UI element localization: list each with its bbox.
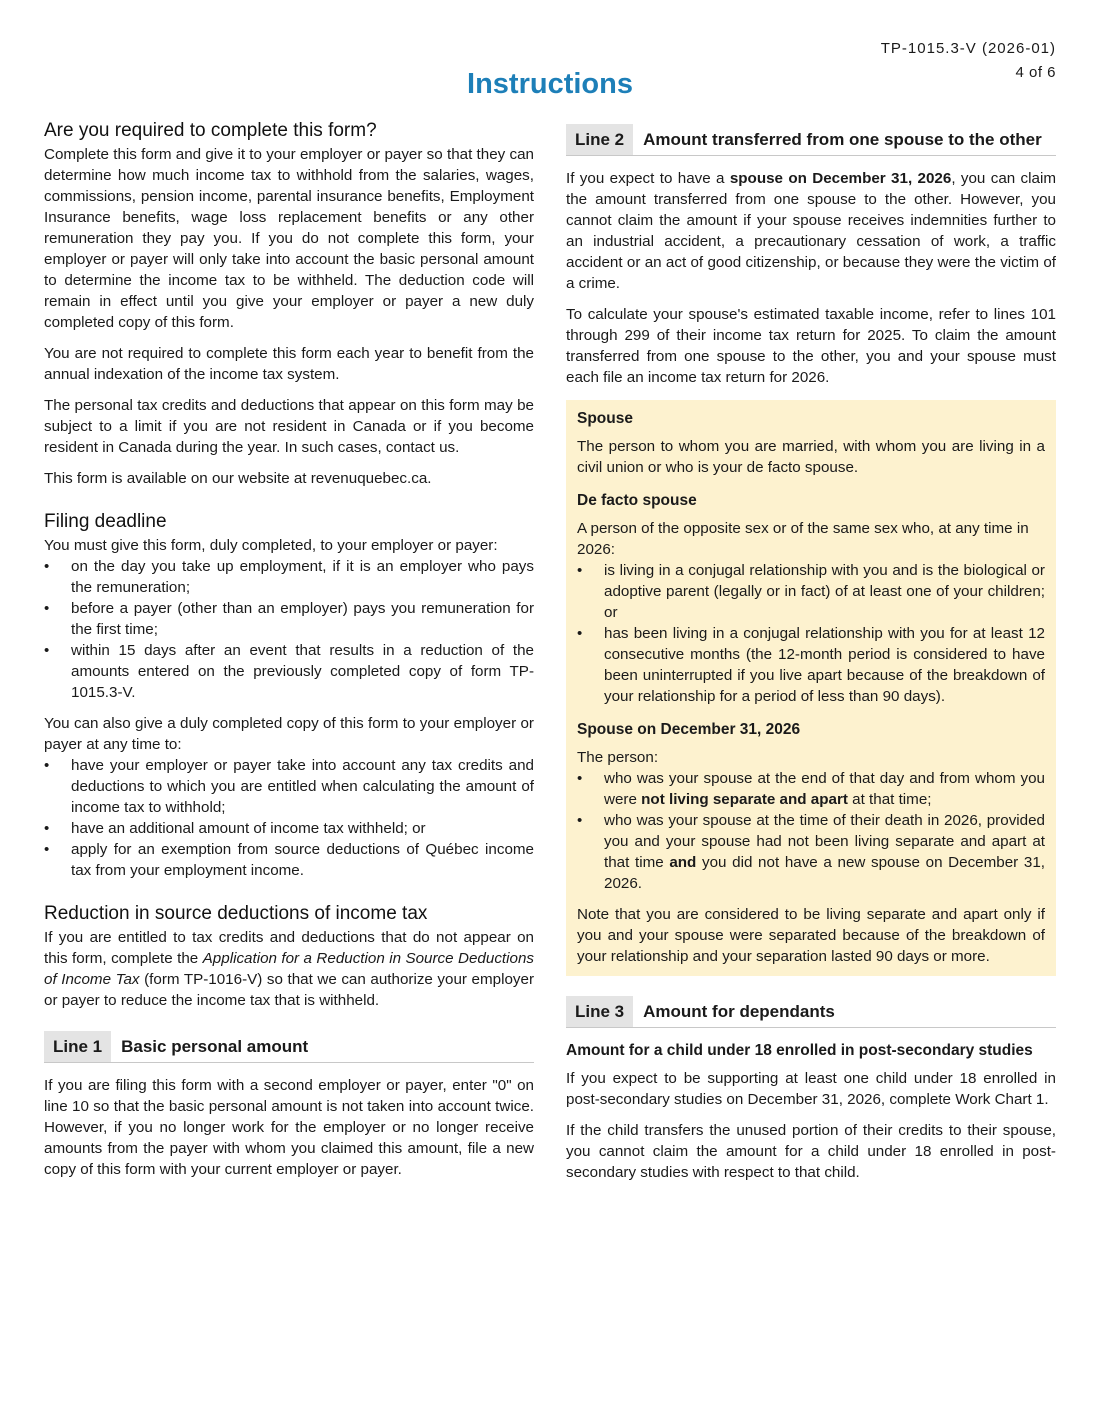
paragraph: Complete this form and give it to your employer or payer so that they can determine how much income tax to withhold from the salaries, wages, commissions, pension income, parental insurance benefits, Employment Insurance benefits, wage loss replacement benefits or any other remuneration they pay you. If you do not complete this form, your employer or payer will only take into account the basic personal amount to determine the income tax to be withheld. The deduction code will remain in effect until you give your employer or payer a new duly completed copy of this form.: [44, 146, 534, 331]
bullet-list: [577, 768, 1045, 894]
list-item: • have an additional amount of income tax withheld; or: [44, 818, 534, 839]
list-item: • within 15 days after an event that results in a reduction of the amounts entered on the previously completed copy of form TP-1015.3-V.: [44, 640, 534, 703]
line-3-number: Line 3: [566, 996, 633, 1027]
paragraph: You must give this form, duly completed, to your employer or payer:: [44, 537, 498, 554]
line-3-title: Amount for dependants: [643, 1002, 835, 1021]
definition-heading-de-facto: De facto spouse: [577, 492, 697, 509]
list-item: • has been living in a conjugal relationship with you for at least 12 consecutive months (the 12-month period is considered to have been uninterrupted if you live apart because of the breakdown of your relationship for a period of less than 90 days).: [577, 623, 1045, 707]
line-2-header: [566, 124, 1056, 156]
paragraph: The personal tax credits and deductions that appear on this form may be subject to a limit if you are not resident in Canada or if you become resident in Canada during the year. In such cases, contact us.: [44, 397, 534, 456]
list-item: • before a payer (other than an employer) pays you remuneration for the first time;: [44, 598, 534, 640]
page-title: Instructions: [467, 68, 633, 100]
bullet-list: [577, 560, 1045, 707]
paragraph-website: This form is available on our website at revenuquebec.ca.: [44, 470, 432, 487]
definition-text: The person:: [577, 749, 659, 766]
paragraph: If you expect to have a spouse on December 31, 2026, you can claim the amount transferred from one spouse to the other. However, you cannot claim the amount if your spouse receives indemnities further to an industrial accident, a precautionary cessation of work, a traffic accident or an act of good citizenship, or because they were the victim of a crime.: [566, 170, 1056, 292]
page-number: 4 of 6: [1015, 64, 1056, 81]
paragraph: If the child transfers the unused portion of their credits to their spouse, you cannot claim the amount for a child under 18 enrolled in post-secondary studies with respect to that child.: [566, 1122, 1056, 1181]
website-link[interactable]: revenuquebec.ca: [310, 470, 428, 487]
paragraph: If you are entitled to tax credits and deductions that do not appear on this form, complete the Application for a Reduction in Source Deductions of Income Tax (form TP-1016-V) so that we can authorize your employer or payer to reduce the income tax that is withheld.: [44, 929, 535, 1009]
note-text: Note that you are considered to be living separate and apart only if you and your spouse were separated because of the breakdown of your relationship and your separation lasted 90 days or more.: [577, 906, 1045, 965]
line-1-header: [44, 1031, 534, 1063]
paragraph: If you expect to be supporting at least one child under 18 enrolled in post-secondary studies on December 31, 2026, complete Work Chart 1.: [566, 1070, 1056, 1108]
paragraph: You can also give a duly completed copy of this form to your employer or payer at any time to:: [44, 715, 534, 753]
definition-text: The person to whom you are married, with whom you are living in a civil union or who is your de facto spouse.: [577, 438, 1045, 476]
section-title-filing-deadline: Filing deadline: [44, 511, 167, 532]
list-item: • have your employer or payer take into account any tax credits and deductions to which you are entitled when calculating the amount of income tax to withhold;: [44, 755, 534, 818]
form-code: TP-1015.3-V (2026-01): [880, 40, 1056, 57]
bullet-list: [44, 755, 534, 881]
form-title-italic: Application for a Reduction in Source Deductions of Income Tax: [44, 950, 534, 988]
list-item: • is living in a conjugal relationship with you and is the biological or adoptive parent (legally or in fact) of at least one of your children; or: [577, 560, 1045, 623]
bullet-list: [44, 556, 534, 703]
line-3-subheading: Amount for a child under 18 enrolled in post-secondary studies: [566, 1042, 1033, 1059]
left-column: [44, 118, 534, 1180]
line-2-title: Amount transferred from one spouse to the other: [643, 130, 1042, 149]
paragraph: You are not required to complete this form each year to benefit from the annual indexation of the income tax system.: [44, 345, 534, 383]
line-1-title: Basic personal amount: [121, 1037, 309, 1056]
line-1-number: Line 1: [44, 1031, 111, 1062]
section-title-required: Are you required to complete this form?: [44, 120, 377, 141]
definitions-box: [566, 400, 1056, 976]
definition-heading-spouse-dec-31: Spouse on December 31, 2026: [577, 721, 801, 738]
definition-text: A person of the opposite sex or of the same sex who, at any time in 2026:: [577, 520, 1029, 558]
line-3-header: [566, 996, 1056, 1028]
list-item: • apply for an exemption from source deductions of Québec income tax from your employment income.: [44, 839, 534, 881]
list-item: • on the day you take up employment, if it is an employer who pays the remuneration;: [44, 556, 534, 598]
paragraph: To calculate your spouse's estimated taxable income, refer to lines 101 through 299 of their income tax return for 2025. To claim the amount transferred from one spouse to the other, you and your spouse must each file an income tax return for 2026.: [566, 306, 1056, 386]
list-item: • who was your spouse at the time of their death in 2026, provided you and your spouse had not been living separate and apart at that time and you did not have a new spouse on December 31, 2026.: [577, 810, 1045, 894]
right-column: [566, 124, 1056, 1183]
definition-heading-spouse: Spouse: [577, 410, 633, 427]
line-2-number: Line 2: [566, 124, 633, 155]
paragraph: If you are filing this form with a second employer or payer, enter "0" on line 10 so that the basic personal amount is not taken into account twice. However, if you no longer work for the employer or no longer receive amounts from the payer with whom you claimed this amount, file a new copy of this form with your current employer or payer.: [44, 1077, 534, 1178]
section-title-reduction: Reduction in source deductions of income tax: [44, 903, 428, 924]
list-item: • who was your spouse at the end of that day and from whom you were not living separate and apart at that time;: [577, 768, 1045, 810]
